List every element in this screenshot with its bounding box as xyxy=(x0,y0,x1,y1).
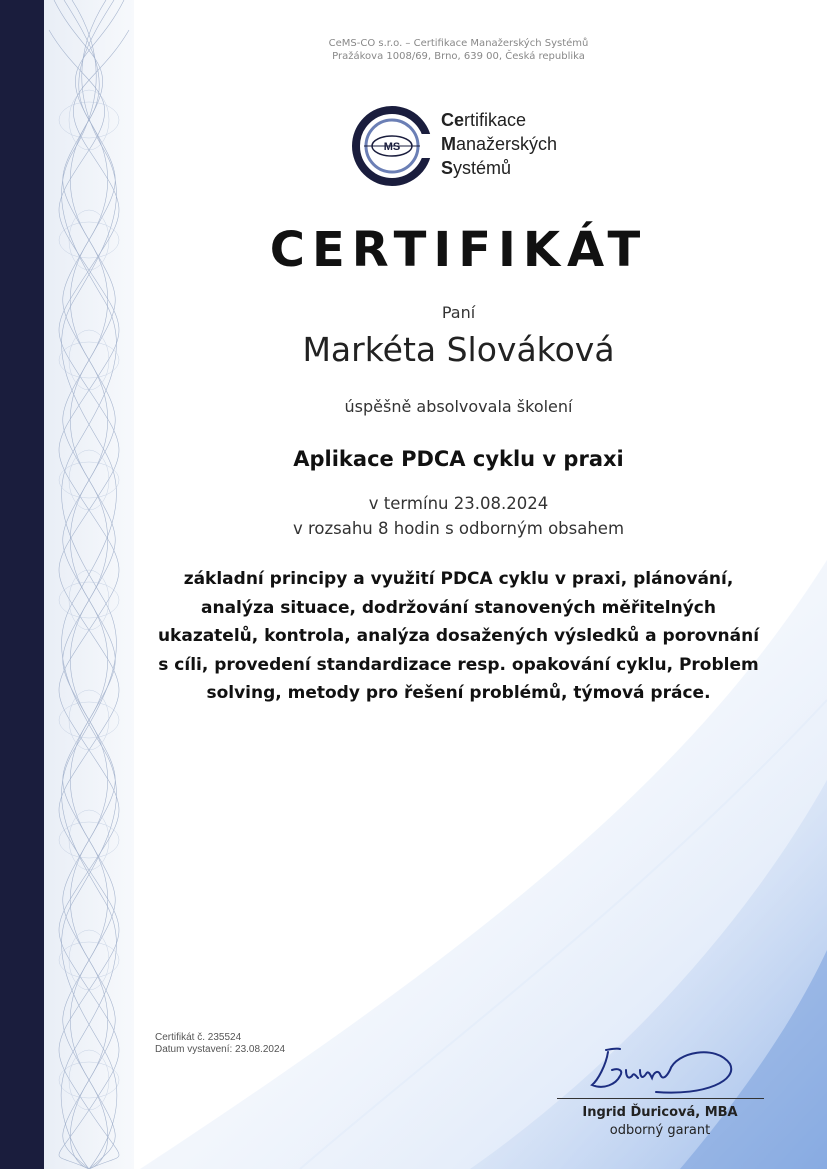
certificate-title: CERTIFIKÁT xyxy=(269,222,648,278)
logo-line1-rest: rtifikace xyxy=(464,110,527,130)
logo-line3-rest: ystémů xyxy=(453,158,512,178)
course-title: Aplikace PDCA cyklu v praxi xyxy=(293,447,624,471)
certificate-number: Certifikát č. 235524 xyxy=(155,1032,242,1043)
course-topics: základní principy a využití PDCA cyklu v praxi, plánování, analýza situace, dodržování stanovených měřitelných ukazatelů, kontrola, analýza dosažených výsledků a porovnání s cíli, provedení standardizace resp. opakování cyklu, Problem solving, metody pro řešení problémů, týmová práce. xyxy=(157,569,760,703)
issuer-address: Pražákova 1008/69, Brno, 639 00, Česká republika xyxy=(332,51,585,62)
certificate-meta xyxy=(155,1032,285,1056)
handwritten-signature xyxy=(586,1040,736,1100)
course-term xyxy=(0,491,827,541)
salutation: Paní xyxy=(441,303,476,322)
signer-role: odborný garant xyxy=(609,1123,711,1138)
signature-line xyxy=(557,1098,764,1099)
logo-line1-initial: Ce xyxy=(441,110,465,130)
signer-name: Ingrid Ďuricová, MBA xyxy=(582,1105,738,1120)
completion-text: úspěšně absolvovala školení xyxy=(344,397,573,416)
logo-line2-initial: M xyxy=(441,134,456,154)
logo-line3-initial: S xyxy=(441,158,454,178)
logo-line2-rest: anažerských xyxy=(456,134,558,154)
cems-logo-icon xyxy=(350,104,440,188)
issuer-company: CeMS-CO s.r.o. – Certifikace Manažerských Systémů xyxy=(328,38,589,49)
issue-date: Datum vystavení: 23.08.2024 xyxy=(155,1044,286,1055)
recipient-name: Markéta Slováková xyxy=(302,330,615,369)
signer-block xyxy=(560,1104,760,1140)
issuer-header xyxy=(0,37,827,63)
logo-wordmark xyxy=(441,108,557,180)
term-date: v termínu 23.08.2024 xyxy=(368,494,549,513)
logo-badge-text: MS xyxy=(383,141,401,153)
term-scope: v rozsahu 8 hodin s odborným obsahem xyxy=(292,519,625,538)
